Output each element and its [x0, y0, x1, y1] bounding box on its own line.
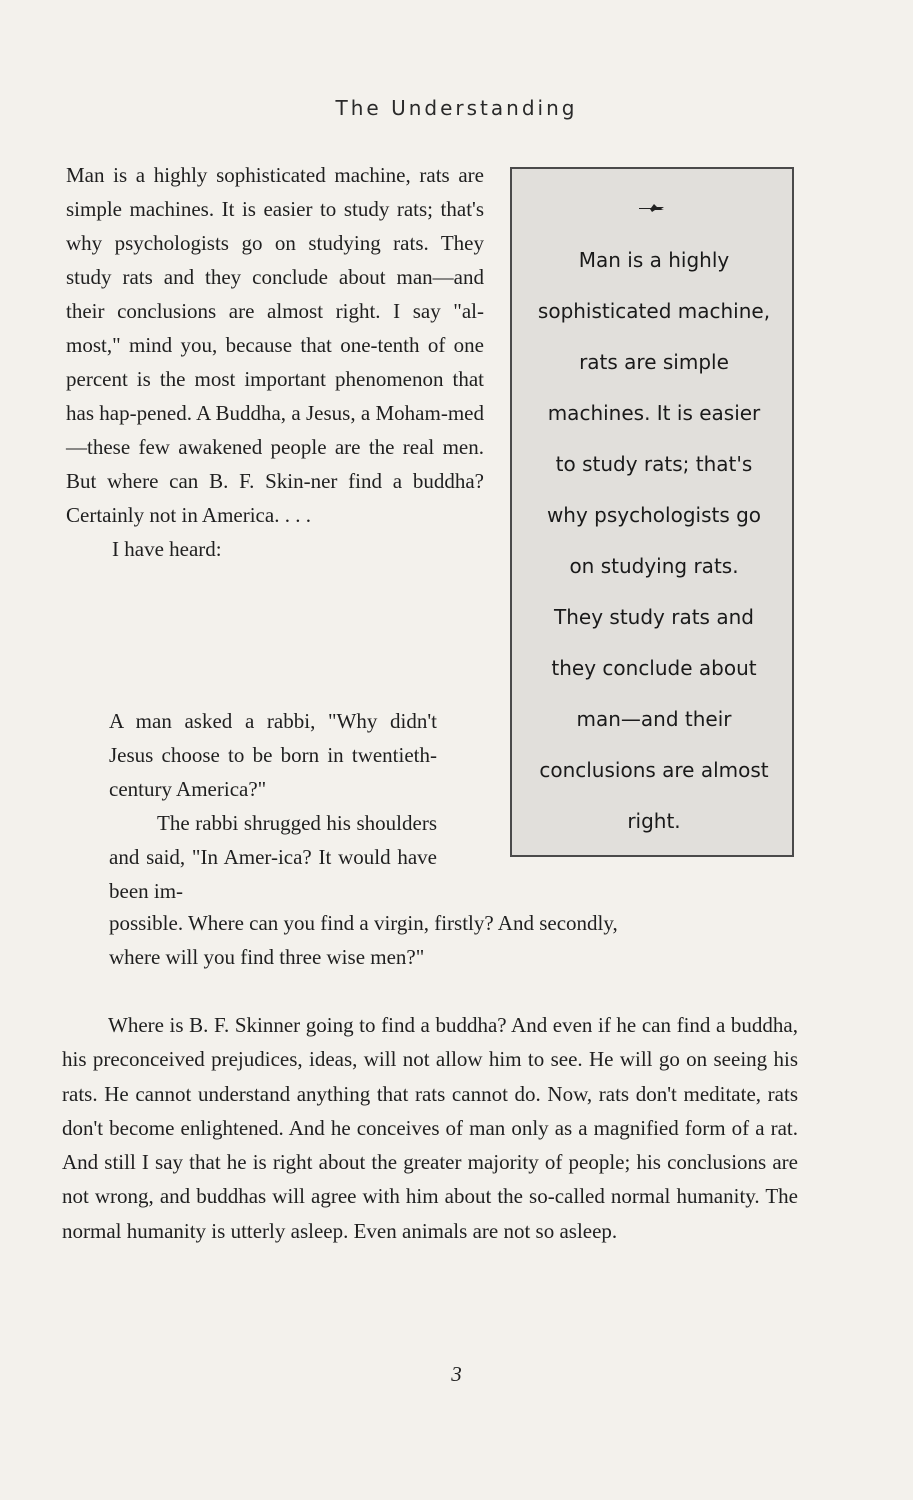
pull-quote-line: sophisticated machine, — [537, 299, 771, 323]
column-text — [66, 158, 484, 566]
pull-quote-line: they conclude about — [551, 656, 757, 680]
page-number: 3 — [451, 1362, 462, 1386]
quote-first-paragraph: A man asked a rabbi, "Why didn't Jesus choose to be born in twentieth-century America?" — [109, 709, 437, 801]
quote-tail-line-2: where will you find three wise men?" — [109, 945, 425, 969]
heard-line: I have heard: — [112, 537, 222, 561]
anecdote-quote — [109, 704, 437, 908]
quote-tail-line-1: possible. Where can you find a virgin, firstly? And secondly, — [109, 911, 618, 935]
pull-quote-line: rats are simple — [579, 350, 729, 374]
pull-quote-line: on studying rats. — [569, 554, 739, 578]
running-head: The Understanding — [335, 96, 578, 120]
hand-pointer-ornament-icon — [512, 197, 792, 218]
pull-quote-line: to study rats; that's — [555, 452, 753, 476]
pull-quote-box — [510, 167, 794, 857]
pull-quote-line: why psychologists go — [546, 503, 762, 527]
pull-quote-line: man—and their — [576, 707, 732, 731]
quote-continuation — [109, 906, 769, 974]
column-paragraph: Man is a highly sophisticated machine, rats are simple machines. It is easier to study rats; that's why psychologists go on studying rats. They study rats and they conclude about man—and their conclusions are almost right. I say "al-most," mind you, because that one-tenth of one percent is the most important phenomenon that has hap-pened. A Buddha, a Jesus, a Moham-med—these few awakened people are the real men. But where can B. F. Skin-ner find a buddha? Certainly not in America. . . . — [66, 163, 484, 527]
body-paragraph: Where is B. F. Skinner going to find a buddha? And even if he can find a buddha, his preconceived prejudices, ideas, will not allow him to see. He will go on seeing his rats. He cannot understand anything that rats cannot do. Now, rats don't meditate, rats don't become enlightened. And he conceives of man only as a magnified form of a rat. And still I say that he is right about the greater majority of people; his conclusions are not wrong, and buddhas will agree with him about the so-called normal humanity. The normal humanity is utterly asleep. Even animals are not so asleep. — [62, 1013, 798, 1243]
pull-quote-line: Man is a highly — [578, 248, 730, 272]
pull-quote-line: They study rats and — [554, 605, 754, 629]
body-text — [62, 1008, 798, 1248]
pull-quote-line: machines. It is easier — [547, 401, 761, 425]
pull-quote-line: conclusions are almost — [539, 758, 769, 782]
quote-second-paragraph: The rabbi shrugged his shoulders and said, "In Amer-ica? It would have been im- — [109, 811, 437, 903]
pull-quote-text — [522, 235, 786, 847]
pull-quote-line: right. — [627, 809, 681, 833]
